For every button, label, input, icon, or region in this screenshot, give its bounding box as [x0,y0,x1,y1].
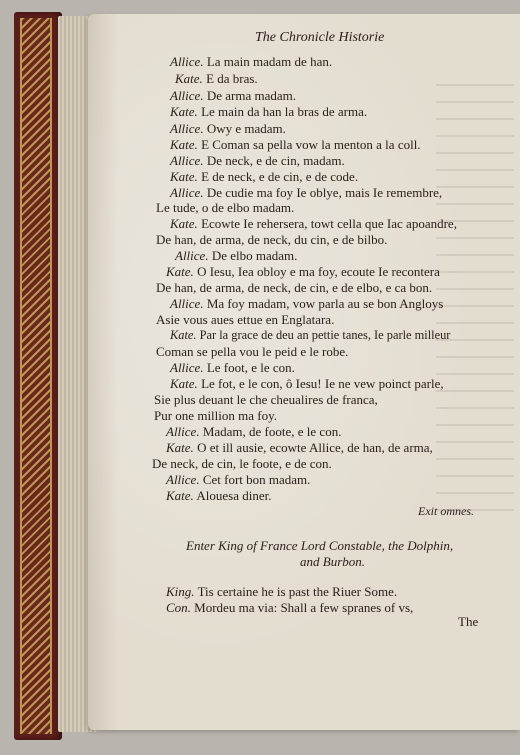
speaker-prefix: Kate. [166,440,194,455]
text-line [170,216,457,232]
text-line [170,54,332,70]
show-through [436,84,514,524]
text-line [166,600,413,616]
speech: Le main da han la bras de arma. [201,104,368,119]
speech: Asie vous aues ettue en Englatara. [156,312,335,327]
speaker-prefix: Kate. [170,216,198,231]
speech: De elbo madam. [211,248,298,263]
text-line [156,344,348,360]
speaker-prefix: Allice. [170,185,204,200]
text-line [156,280,432,296]
text-line [170,185,442,201]
book-page [88,14,520,730]
speech: Par la grace de deu an pettie tanes, Ie parle milleur [199,328,451,342]
speaker-prefix: Allice. [170,121,204,136]
stage-direction: Enter King of France Lord Constable, the Dolphin, [186,538,454,553]
speech: Coman se pella vou le peid e le robe. [156,344,349,359]
text-line [170,137,421,153]
text-line [170,121,286,137]
text-line [156,312,334,328]
speech: Le foot, e le con. [206,360,295,375]
speaker-prefix: Kate. [170,328,197,342]
speaker-prefix: Con. [166,600,191,615]
text-line [175,71,258,87]
stage-direction-cont: and Burbon. [300,554,365,569]
text-line [170,376,444,392]
text-line [170,360,295,376]
speech: La main madam de han. [206,54,333,69]
text-line [166,440,433,456]
text-line [170,88,296,104]
speech: Cet fort bon madam. [202,472,311,487]
speech: O et ill ausie, ecowte Allice, de han, de arma, [197,440,433,455]
speech: Le fot, e le con, ô Iesu! Ie ne vew poinct parle, [201,376,444,391]
text-line [170,328,450,343]
speech: Tis certaine he is past the Riuer Some. [197,584,398,599]
speaker-prefix: Kate. [166,488,194,503]
speech: E Coman sa pella vow la menton a la coll. [201,137,421,152]
speaker-prefix: Kate. [170,137,198,152]
exit-direction: Exit omnes. [418,504,474,518]
text-line [166,264,440,280]
speech: Ma foy madam, vow parla au se bon Angloys [206,296,444,311]
speaker-prefix: Allice. [170,88,204,103]
text-line [152,456,332,472]
speech: Owy e madam. [206,121,286,136]
speech: De neck, de cin, le foote, e de con. [152,456,332,471]
speaker-prefix: Allice. [170,296,204,311]
speech: Pur one million ma foy. [154,408,278,423]
speaker-prefix: Kate. [166,264,194,279]
text-line [156,200,294,216]
text-line [154,392,378,408]
text-line [170,296,443,312]
speaker-prefix: Allice. [170,360,204,375]
text-line [175,248,297,264]
speech: De neck, e de cin, madam. [206,153,345,168]
speech: De han, de arma, de neck, du cin, e de bilbo. [156,232,388,247]
text-line [166,472,310,488]
catchword: The [458,614,479,629]
text-line [166,424,341,440]
text-line [156,232,387,248]
speech: Le tude, o de elbo madam. [156,200,295,215]
text-line [170,169,358,185]
speaker-prefix: King. [166,584,195,599]
gilt-spine-ornament [20,18,52,734]
speech: E de neck, e de cin, e de code. [201,169,359,184]
speech: Sie plus deuant le che cheualires de franca, [154,392,378,407]
speaker-prefix: Kate. [170,376,198,391]
speaker-prefix: Allice. [170,54,204,69]
running-head: The Chronicle Historie [255,30,385,45]
speech: De han, de arma, de neck, de cin, e de elbo, e ca bon. [156,280,433,295]
speaker-prefix: Allice. [166,472,200,487]
speech: Alouesa diner. [196,488,272,503]
speech: E da bras. [206,71,258,86]
speech: O Iesu, Iea obloy e ma foy, ecoute Ie recontera [197,264,440,279]
speaker-prefix: Allice. [170,153,204,168]
speaker-prefix: Kate. [170,104,198,119]
text-line [154,408,277,424]
speech: De arma madam. [206,88,296,103]
speaker-prefix: Allice. [175,248,209,263]
speech: Madam, de foote, e le con. [202,424,342,439]
text-line [166,584,397,600]
speech: Mordeu ma via: Shall a few spranes of vs, [194,600,414,615]
speaker-prefix: Kate. [170,169,198,184]
speech: Ecowte Ie rehersera, towt cella que Iac apoandre, [201,216,457,231]
speech: De cudie ma foy Ie oblye, mais Ie remembre, [206,185,443,200]
text-line [170,153,345,169]
text-line [166,488,271,504]
text-line [170,104,367,120]
speaker-prefix: Kate. [175,71,203,86]
speaker-prefix: Allice. [166,424,200,439]
